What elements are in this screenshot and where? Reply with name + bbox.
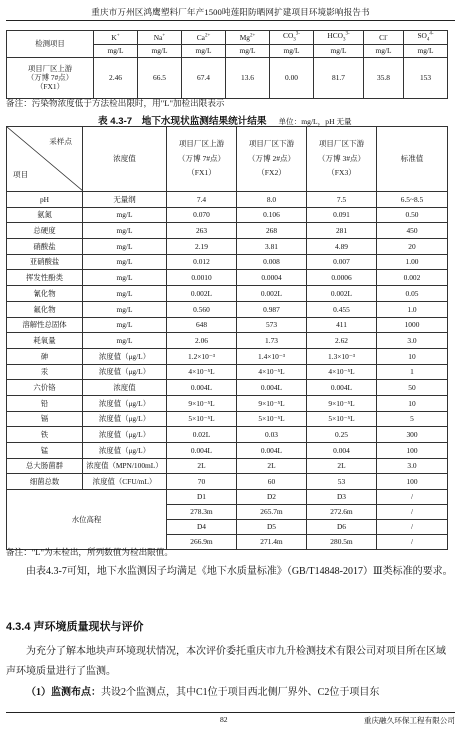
ion-row-label: 检测项目 bbox=[7, 31, 94, 58]
water-level-cell: / bbox=[377, 505, 448, 520]
value-cell: 0.004L bbox=[167, 380, 237, 396]
value-cell: 2.06 bbox=[167, 333, 237, 349]
item-cell: 镉 bbox=[7, 411, 83, 427]
water-level-cell: 280.5m bbox=[307, 535, 377, 550]
section-heading: 4.3.4 声环境质量现状与评价 bbox=[6, 621, 144, 633]
unit-cell: mg/L bbox=[83, 317, 167, 333]
value-cell: 0.004L bbox=[307, 380, 377, 396]
value-cell: 5×10⁻⁵L bbox=[237, 411, 307, 427]
item-cell: 汞 bbox=[7, 364, 83, 380]
unit-cell: mg/L bbox=[83, 301, 167, 317]
unit-cell: 浓度值（μg/L） bbox=[83, 443, 167, 459]
standard-cell: 10 bbox=[377, 395, 448, 411]
corner-header bbox=[7, 127, 83, 192]
water-level-label: 水位高程 bbox=[7, 490, 167, 550]
value-cell: 411 bbox=[307, 317, 377, 333]
standard-cell: 0.50 bbox=[377, 207, 448, 223]
value-cell: 0.106 bbox=[237, 207, 307, 223]
unit-cell: 浓度值（MPN/100mL） bbox=[83, 458, 167, 474]
water-level-cell: D2 bbox=[237, 490, 307, 505]
value-cell: 0.091 bbox=[307, 207, 377, 223]
standard-cell: 450 bbox=[377, 223, 448, 239]
ion-unit: mg/L bbox=[404, 44, 448, 57]
ion-value: 2.46 bbox=[94, 57, 138, 98]
item-cell: 六价铬 bbox=[7, 380, 83, 396]
standard-cell: 6.5~8.5 bbox=[377, 192, 448, 208]
ion-name: Cl- bbox=[364, 31, 404, 45]
ion-unit: mg/L bbox=[364, 44, 404, 57]
value-cell: 4.89 bbox=[307, 239, 377, 255]
table-row bbox=[7, 207, 448, 223]
item-cell: 总大肠菌群 bbox=[7, 458, 83, 474]
table-row bbox=[7, 254, 448, 270]
item-cell: 溶解性总固体 bbox=[7, 317, 83, 333]
value-cell: 573 bbox=[237, 317, 307, 333]
unit-cell: mg/L bbox=[83, 286, 167, 302]
value-cell: 2L bbox=[307, 458, 377, 474]
table-row bbox=[7, 223, 448, 239]
unit-cell: 无量纲 bbox=[83, 192, 167, 208]
standard-cell: 1000 bbox=[377, 317, 448, 333]
company-name: 重庆融久环保工程有限公司 bbox=[363, 716, 455, 725]
water-level-cell: D1 bbox=[167, 490, 237, 505]
ion-unit: mg/L bbox=[226, 44, 270, 57]
site-header: 项目厂区上游 （万博 7#点） （FX1） bbox=[167, 127, 237, 192]
site-header: 项目厂区下游 （万博 3#点） （FX3） bbox=[307, 127, 377, 192]
standard-cell: 3.0 bbox=[377, 458, 448, 474]
value-cell: 1.2×10⁻³ bbox=[167, 348, 237, 364]
unit-cell: mg/L bbox=[83, 254, 167, 270]
corner-bottom: 项目 bbox=[13, 169, 29, 179]
standard-cell: 1 bbox=[377, 364, 448, 380]
page-footer bbox=[6, 712, 455, 725]
value-cell: 0.002L bbox=[237, 286, 307, 302]
value-cell: 0.002L bbox=[167, 286, 237, 302]
water-level-cell: / bbox=[377, 520, 448, 535]
value-cell: 3.81 bbox=[237, 239, 307, 255]
unit-cell: mg/L bbox=[83, 333, 167, 349]
unit-cell: 浓度值（CFU/mL） bbox=[83, 474, 167, 490]
value-cell: 1.4×10⁻³ bbox=[237, 348, 307, 364]
unit-cell: mg/L bbox=[83, 239, 167, 255]
item-cell: 氟化物 bbox=[7, 301, 83, 317]
std-header: 标准值 bbox=[377, 127, 448, 192]
item-cell: pH bbox=[7, 192, 83, 208]
water-level-cell: D4 bbox=[167, 520, 237, 535]
item-cell: 砷 bbox=[7, 348, 83, 364]
table-row bbox=[7, 270, 448, 286]
table-row bbox=[7, 458, 448, 474]
page-number: 82 bbox=[220, 715, 228, 724]
ion-name: Na+ bbox=[138, 31, 182, 45]
item-cell: 挥发性酚类 bbox=[7, 270, 83, 286]
ion-name: $CO_3^{3-}$ bbox=[270, 31, 314, 45]
ion-unit: mg/L bbox=[94, 44, 138, 57]
ion-unit: mg/L bbox=[182, 44, 226, 57]
table-row bbox=[7, 411, 448, 427]
site-header: 项目厂区下游 （万博 2#点） （FX2） bbox=[237, 127, 307, 192]
table-row bbox=[7, 317, 448, 333]
value-cell: 9×10⁻⁵L bbox=[307, 395, 377, 411]
value-cell: 0.004 bbox=[307, 443, 377, 459]
value-cell: 0.007 bbox=[307, 254, 377, 270]
ion-unit: mg/L bbox=[138, 44, 182, 57]
monitoring-paragraph: （1）监测布点：共设2个监测点，其中C1位于项目西北侧厂界外、C2位于项目东 bbox=[26, 687, 380, 698]
value-cell: 1.73 bbox=[237, 333, 307, 349]
ion-name: K+ bbox=[94, 31, 138, 45]
ion-value: 13.6 bbox=[226, 57, 270, 98]
table-row bbox=[7, 301, 448, 317]
unit-cell: mg/L bbox=[83, 207, 167, 223]
ion-unit: mg/L bbox=[270, 44, 314, 57]
water-level-cell: D6 bbox=[307, 520, 377, 535]
unit-cell: 浓度值（μg/L） bbox=[83, 411, 167, 427]
ion-name: $SO_4^{4-}$ bbox=[404, 31, 448, 45]
item-cell: 铁 bbox=[7, 427, 83, 443]
item-cell: 氨氮 bbox=[7, 207, 83, 223]
value-cell: 0.008 bbox=[237, 254, 307, 270]
water-level-cell: 278.3m bbox=[167, 505, 237, 520]
ion-unit: mg/L bbox=[314, 44, 364, 57]
standard-cell: 100 bbox=[377, 443, 448, 459]
item-cell: 硝酸盐 bbox=[7, 239, 83, 255]
water-level-cell: 266.9m bbox=[167, 535, 237, 550]
value-cell: 0.25 bbox=[307, 427, 377, 443]
value-cell: 0.002L bbox=[307, 286, 377, 302]
water-level-cell: / bbox=[377, 490, 448, 505]
table-unit: 单位：mg/L，pH 无量 bbox=[278, 117, 352, 126]
value-cell: 2.19 bbox=[167, 239, 237, 255]
value-cell: 2.62 bbox=[307, 333, 377, 349]
value-cell: 53 bbox=[307, 474, 377, 490]
table-row bbox=[7, 474, 448, 490]
groundwater-note: 备注："L"为未检出，所列数值为检出限值。 bbox=[6, 547, 173, 557]
table-row bbox=[7, 380, 448, 396]
table-row bbox=[7, 364, 448, 380]
ion-name: $Ca^{2+}$ bbox=[182, 31, 226, 45]
ion-value: 153 bbox=[404, 57, 448, 98]
item-cell: 总硬度 bbox=[7, 223, 83, 239]
value-cell: 0.455 bbox=[307, 301, 377, 317]
unit-cell: 浓度值（μg/L） bbox=[83, 348, 167, 364]
conc-header: 浓度值 bbox=[83, 127, 167, 192]
standard-cell: 5 bbox=[377, 411, 448, 427]
value-cell: 0.03 bbox=[237, 427, 307, 443]
table-row bbox=[7, 427, 448, 443]
ion-value: 67.4 bbox=[182, 57, 226, 98]
ion-sample-label: 项目厂区上游 （万博 7#点） （FX1） bbox=[7, 57, 94, 98]
standard-cell: 20 bbox=[377, 239, 448, 255]
water-level-cell: 272.6m bbox=[307, 505, 377, 520]
value-cell: 0.004L bbox=[237, 380, 307, 396]
value-cell: 5×10⁻⁵L bbox=[167, 411, 237, 427]
corner-top: 采样点 bbox=[49, 137, 72, 146]
item-cell: 锰 bbox=[7, 443, 83, 459]
groundwater-table bbox=[6, 126, 448, 550]
ion-value: 66.5 bbox=[138, 57, 182, 98]
running-header: 重庆市万州区鸿鹰塑料厂年产1500吨莲阳防晒网扩建项目环境影响报告书 bbox=[6, 6, 455, 21]
table-row bbox=[7, 443, 448, 459]
water-level-cell: D5 bbox=[237, 520, 307, 535]
value-cell: 5×10⁻⁵L bbox=[307, 411, 377, 427]
value-cell: 281 bbox=[307, 223, 377, 239]
value-cell: 7.5 bbox=[307, 192, 377, 208]
standard-cell: 50 bbox=[377, 380, 448, 396]
intro-paragraph: 为充分了解本地块声环境现状情况，本次评价委托重庆市九升检测技术有限公司对项目所在区域声环境质量进行了监测。 bbox=[6, 646, 446, 677]
table-row bbox=[7, 192, 448, 208]
item-cell: 铅 bbox=[7, 395, 83, 411]
unit-cell: 浓度值（μg/L） bbox=[83, 395, 167, 411]
standard-cell: 3.0 bbox=[377, 333, 448, 349]
ion-name: $Mg^{2+}$ bbox=[226, 31, 270, 45]
value-cell: 0.012 bbox=[167, 254, 237, 270]
item-cell: 亚硝酸盐 bbox=[7, 254, 83, 270]
item-cell: 细菌总数 bbox=[7, 474, 83, 490]
value-cell: 648 bbox=[167, 317, 237, 333]
value-cell: 0.0010 bbox=[167, 270, 237, 286]
value-cell: 0.004L bbox=[237, 443, 307, 459]
table-row bbox=[7, 395, 448, 411]
table-row bbox=[7, 239, 448, 255]
standard-cell: 300 bbox=[377, 427, 448, 443]
value-cell: 4×10⁻⁵L bbox=[167, 364, 237, 380]
standard-cell: 0.05 bbox=[377, 286, 448, 302]
value-cell: 7.4 bbox=[167, 192, 237, 208]
ion-value: 35.8 bbox=[364, 57, 404, 98]
standard-cell: 1.00 bbox=[377, 254, 448, 270]
unit-cell: mg/L bbox=[83, 223, 167, 239]
ion-name: $HCO_3^{3-}$ bbox=[314, 31, 364, 45]
unit-cell: 浓度值（μg/L） bbox=[83, 427, 167, 443]
value-cell: 2L bbox=[237, 458, 307, 474]
standard-cell: 10 bbox=[377, 348, 448, 364]
value-cell: 0.070 bbox=[167, 207, 237, 223]
ion-table bbox=[6, 30, 448, 99]
value-cell: 0.02L bbox=[167, 427, 237, 443]
standard-cell: 0.002 bbox=[377, 270, 448, 286]
ion-value: 0.00 bbox=[270, 57, 314, 98]
water-level-cell: 271.4m bbox=[237, 535, 307, 550]
standard-cell: 100 bbox=[377, 474, 448, 490]
value-cell: 70 bbox=[167, 474, 237, 490]
monitoring-label: （1）监测布点： bbox=[26, 687, 101, 698]
item-cell: 氰化物 bbox=[7, 286, 83, 302]
table-row bbox=[7, 348, 448, 364]
water-level-cell: / bbox=[377, 535, 448, 550]
value-cell: 263 bbox=[167, 223, 237, 239]
standard-cell: 1.0 bbox=[377, 301, 448, 317]
value-cell: 9×10⁻⁵L bbox=[237, 395, 307, 411]
value-cell: 4×10⁻⁵L bbox=[307, 364, 377, 380]
unit-cell: 浓度值 bbox=[83, 380, 167, 396]
ion-value: 81.7 bbox=[314, 57, 364, 98]
water-level-cell: D3 bbox=[307, 490, 377, 505]
value-cell: 0.987 bbox=[237, 301, 307, 317]
value-cell: 8.0 bbox=[237, 192, 307, 208]
conclusion-paragraph: 由表4.3-7可知，地下水监测因子均满足《地下水质量标准》（GB/T14848-2017）Ⅲ类标准的要求。 bbox=[26, 566, 453, 577]
water-level-cell: 265.7m bbox=[237, 505, 307, 520]
value-cell: 2L bbox=[167, 458, 237, 474]
value-cell: 9×10⁻⁵L bbox=[167, 395, 237, 411]
unit-cell: 浓度值（μg/L） bbox=[83, 364, 167, 380]
value-cell: 0.560 bbox=[167, 301, 237, 317]
value-cell: 60 bbox=[237, 474, 307, 490]
value-cell: 4×10⁻⁵L bbox=[237, 364, 307, 380]
table-row bbox=[7, 286, 448, 302]
value-cell: 268 bbox=[237, 223, 307, 239]
value-cell: 1.3×10⁻³ bbox=[307, 348, 377, 364]
ion-table-note: 备注：污染物浓度低于方法检出限时，用"L"加检出限表示 bbox=[6, 98, 225, 108]
value-cell: 0.0004 bbox=[237, 270, 307, 286]
value-cell: 0.004L bbox=[167, 443, 237, 459]
value-cell: 0.0006 bbox=[307, 270, 377, 286]
table-caption: 表 4.3-7 地下水现状监测结果统计结果 单位：mg/L，pH 无量 bbox=[98, 116, 352, 127]
item-cell: 耗氧量 bbox=[7, 333, 83, 349]
unit-cell: mg/L bbox=[83, 270, 167, 286]
table-row bbox=[7, 333, 448, 349]
